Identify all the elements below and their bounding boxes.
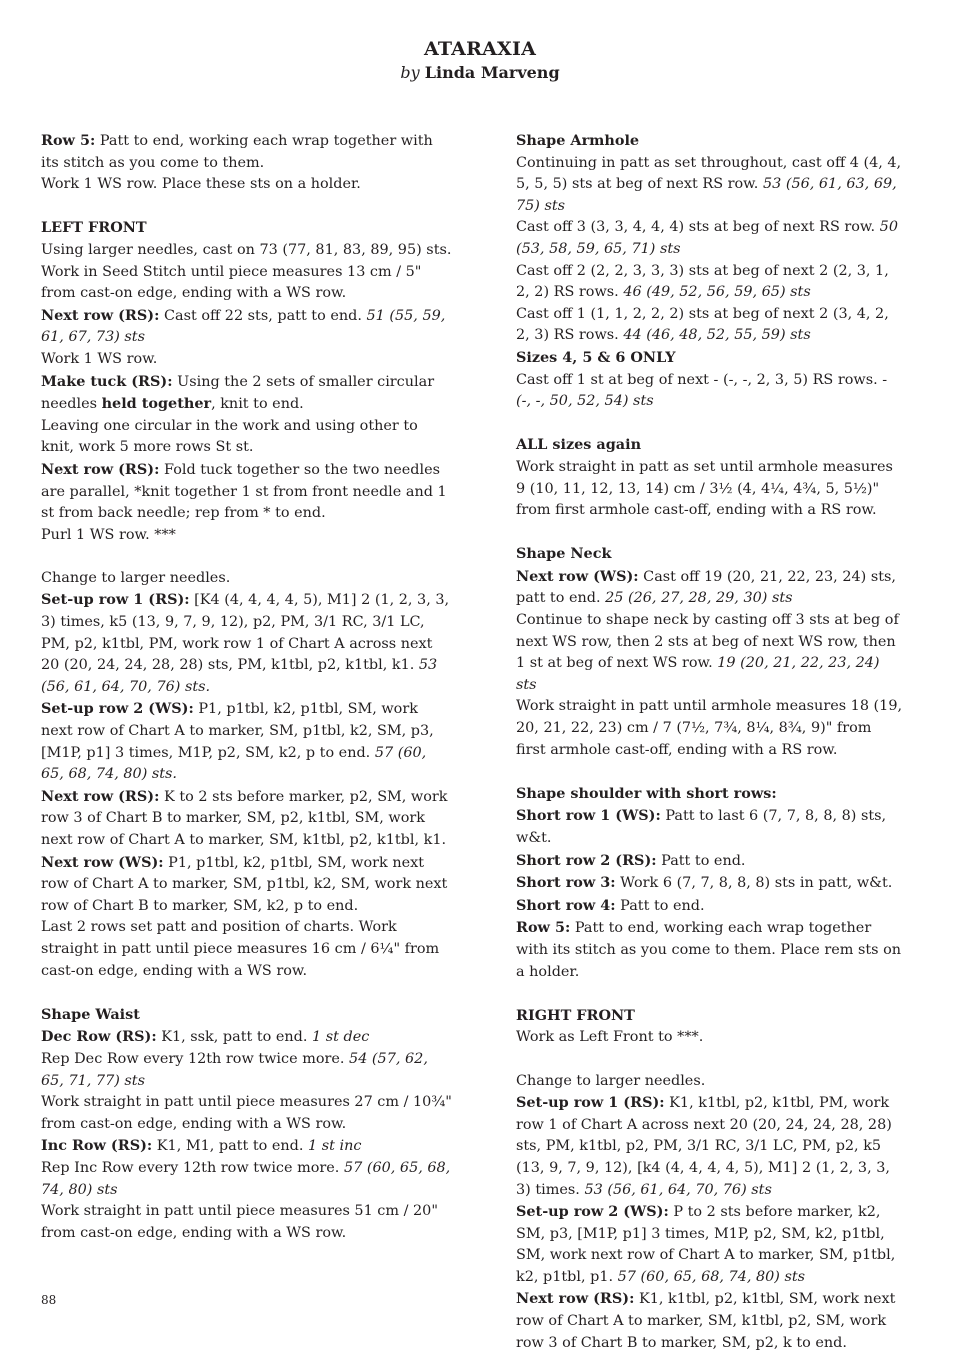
row-label: Next row (RS): [41, 460, 160, 478]
stitch-count: 19 (20, 21, 22, 23, 24) sts [516, 655, 880, 693]
instruction: Work as Left Front to ***. [516, 1029, 704, 1046]
stitch-count: 54 (57, 62, 65, 71, 77) sts [41, 1050, 428, 1089]
instruction [516, 872, 904, 895]
instruction: Change to larger needles. [41, 569, 231, 586]
row-text: Patt to end. [656, 852, 746, 869]
row-text: K1, k1tbl, p2, k1tbl, SM, work next row of Chart A to marker, SM, k1tbl, p2, SM, work row 3 of Chart B to marker, SM, p2, k to end. [516, 1291, 896, 1351]
heading-text: ALL sizes again [516, 436, 642, 454]
row-text: Cast off 1 (1, 1, 2, 2, 2) sts at beg of next 2 (3, 4, 2, 2, 3) RS rows. [516, 305, 889, 344]
row-label: Inc Row (RS): [41, 1137, 153, 1155]
row-text: Using the 2 sets of smaller circular needles [41, 373, 435, 413]
row-text: Patt to end. [615, 897, 705, 914]
row-label: Set-up row 2 (WS): [516, 1203, 669, 1221]
instruction [41, 1135, 453, 1158]
section-heading-all-sizes [516, 434, 904, 457]
stitch-count: 51 (55, 59, 61, 67, 73) sts [41, 307, 446, 346]
instruction [516, 805, 904, 849]
heading-text: Shape Armhole [516, 132, 640, 149]
section-heading-shape-armhole [516, 130, 904, 153]
right-column [516, 130, 904, 1354]
instruction [41, 589, 453, 698]
sizes-label [516, 347, 904, 370]
row-text: Continue to shape neck by casting off 3 sts at beg of next WS row, then 2 sts at beg of next WS row, then 1 st at beg of next WS row. [516, 612, 899, 672]
row-label: Short row 4: [516, 896, 616, 914]
row-text: Cast off 22 sts, patt to end. [159, 307, 367, 324]
row-text: Cast off 3 (3, 3, 4, 4, 4) sts at beg of next RS row. [516, 219, 880, 236]
instruction: Work 1 WS row. [41, 350, 158, 367]
section-heading-shape-neck [516, 543, 904, 566]
instruction [41, 371, 453, 416]
row-text: Fold tuck together so the two needles are parallel, *knit together 1 st from front needle and 1 st from back needle; rep from * to end. [41, 461, 447, 522]
instruction [41, 852, 453, 918]
stitch-count: 57 (60, 65, 68, 74, 80) sts [41, 1159, 451, 1198]
row-text: Patt to end, working each wrap together with its stitch as you come to them. Place rem sts on a holder. [516, 920, 902, 980]
instruction: Last 2 rows set patt and position of charts. Work straight in patt until piece measures 16 cm / 6¼" from cast-on edge, ending with a WS row. [41, 919, 440, 979]
stitch-count: 1 st inc [308, 1138, 362, 1155]
row-text: K to 2 sts before marker, p2, SM, work row 3 of Chart B to marker, SM, p2, k1tbl, SM, work next row of Chart A to marker, SM, k1tbl, p2, k1tbl, k1. [41, 788, 448, 848]
instruction [516, 566, 904, 610]
row-label: Next row (WS): [41, 853, 164, 871]
section-heading-shape-shoulder [516, 783, 904, 806]
byline [0, 62, 960, 84]
row-label: Short row 3: [516, 874, 616, 892]
row-text: Continuing in patt as set throughout, cast off 4 (4, 4, 5, 5, 5) sts at beg of next RS row. [516, 154, 902, 193]
instruction [516, 1288, 904, 1354]
row-text: Patt to end, working each wrap together with its stitch as you come to them. [41, 133, 433, 171]
instruction [41, 459, 453, 525]
row-text: Cast off 19 (20, 21, 22, 23, 24) sts, patt to end. [516, 568, 896, 607]
row-label: Set-up row 1 (RS): [41, 591, 190, 609]
instruction [516, 304, 904, 347]
row-label: Row 5: [41, 132, 96, 149]
row-label: Short row 2 (RS): [516, 851, 657, 869]
section-heading-shape-waist [41, 1004, 453, 1027]
heading-text: Shape Neck [516, 545, 612, 563]
row-text: Rep Inc Row every 12th row twice more. [41, 1159, 344, 1176]
row-label: Set-up row 1 (RS): [516, 1094, 665, 1112]
instruction [41, 130, 453, 174]
row-text: K1, M1, patt to end. [152, 1138, 308, 1155]
instruction [516, 895, 904, 918]
instruction [516, 217, 904, 260]
row-label: Next row (RS): [516, 1290, 635, 1308]
page-header [0, 36, 960, 84]
left-column [41, 130, 453, 1244]
instruction [41, 1049, 453, 1092]
stitch-count: 50 (53, 58, 59, 65, 71) sts [516, 219, 898, 257]
instruction [516, 153, 904, 218]
row-label: Next row (RS): [41, 306, 160, 324]
row-text: P1, p1tbl, k2, p1tbl, SM, work next row of Chart A to marker, SM, p1tbl, k2, SM, p3, [M1P, p1] 3 times, M1P, p2, SM, k2, p to end. [41, 701, 434, 761]
heading-text: Shape Waist [41, 1005, 140, 1023]
instruction: Work 1 WS row. Place these sts on a holder. [41, 176, 361, 193]
row-text: Rep Dec Row every 12th row twice more. [41, 1050, 350, 1067]
instruction: Leaving one circular in the work and using other to knit, work 5 more rows St st. [41, 417, 418, 456]
heading-text: RIGHT FRONT [516, 1006, 635, 1024]
instruction: Change to larger needles. [516, 1072, 706, 1089]
instruction [516, 850, 904, 873]
stitch-count: 53 (56, 61, 64, 70, 76) sts [584, 1181, 772, 1198]
byline-by: by [400, 63, 420, 82]
instruction: Work straight in patt until piece measures 27 cm / 10¾" from cast-on edge, ending with a WS row. [41, 1094, 452, 1132]
stitch-count: 46 (49, 52, 56, 59, 65) sts [623, 284, 811, 301]
instruction: Using larger needles, cast on 73 (77, 81, 83, 89, 95) sts. [41, 241, 452, 258]
row-label: Short row 1 (WS): [516, 807, 661, 825]
instruction: Work straight in patt as set until armhole measures 9 (10, 11, 12, 13, 14) cm / 3½ (4, 4¼, 4¾, 5, 5½)" from first armhole cast-off, ending with a RS row. [516, 458, 893, 519]
row-text: P to 2 sts before marker, k2, SM, p3, [M1P, p1] 3 times, M1P, p2, SM, k2, p1tbl, SM, work next row of Chart A to marker, SM, p1tbl, k2, p1tbl, p1. [516, 1204, 896, 1285]
instruction [516, 1201, 904, 1288]
instruction [41, 1026, 453, 1049]
instruction [41, 305, 453, 349]
row-label: Row 5: [516, 919, 571, 937]
instruction [41, 786, 453, 852]
instruction: Purl 1 WS row. *** [41, 526, 176, 543]
instruction: Work straight in patt until piece measures 51 cm / 20" from cast-on edge, ending with a WS row. [41, 1203, 438, 1241]
row-label: Set-up row 2 (WS): [41, 700, 194, 718]
instruction [516, 917, 904, 983]
row-text: , knit to end. [211, 396, 304, 413]
row-text: Cast off 2 (2, 2, 3, 3, 3) sts at beg of next 2 (2, 3, 1, 2, 2) RS rows. [516, 262, 889, 301]
instruction [516, 370, 904, 413]
row-label: Next row (WS): [516, 567, 639, 585]
author-name: Linda Marveng [424, 63, 560, 82]
pattern-title: ATARAXIA [423, 38, 537, 60]
row-text: Cast off 1 st at beg of next - (-, -, 2, 3, 5) RS rows. - [516, 371, 888, 388]
instruction: Work straight in patt until armhole measures 18 (19, 20, 21, 22, 23) cm / 7 (7½, 7¾, 8¼, 8¾, 9)" from first armhole cast-off, ending with a RS row. [516, 698, 903, 758]
instruction [516, 1092, 904, 1201]
row-label: Make tuck (RS): [41, 372, 173, 390]
instruction: Work in Seed Stitch until piece measures 13 cm / 5" from cast-on edge, ending with a WS row. [41, 263, 422, 302]
row-text: K1, ssk, patt to end. [156, 1029, 313, 1046]
stitch-count: 53 (56, 61, 64, 70, 76) sts. [41, 657, 438, 695]
row-text: Work 6 (7, 7, 8, 8, 8) sts in patt, w&t. [615, 875, 893, 892]
row-text: Patt to last 6 (7, 7, 8, 8, 8) sts, w&t. [516, 808, 887, 846]
instruction [41, 698, 453, 785]
row-text: K1, k1tbl, p2, k1tbl, PM, work row 1 of Chart A across next 20 (20, 24, 24, 28, 28) sts, PM, k1tbl, p2, PM, 3/1 RC, 3/1 LC, PM, p2, k5 (13, 9, 7, 9, 12), [k4 (4, 4, 4, 4, 5), M1] 2 (1, 2, 3, 3, 3) times. [516, 1095, 892, 1198]
section-heading-left-front [41, 217, 453, 240]
emphasis: held together [101, 395, 212, 413]
section-heading-right-front [516, 1005, 904, 1028]
stitch-count: 57 (60, 65, 68, 74, 80) sts [617, 1268, 806, 1285]
instruction [516, 261, 904, 304]
page-number: 88 [41, 1293, 57, 1307]
instruction [516, 610, 904, 696]
stitch-count: 53 (56, 61, 63, 69, 75) sts [516, 176, 897, 214]
row-label: Next row (RS): [41, 787, 160, 805]
stitch-count: 25 (26, 27, 28, 29, 30) sts [605, 590, 793, 607]
heading-text: Sizes 4, 5 & 6 ONLY [516, 348, 676, 366]
stitch-count: 1 st dec [312, 1029, 370, 1046]
stitch-count: (-, -, 50, 52, 54) sts [516, 393, 654, 410]
stitch-count: 57 (60, 65, 68, 74, 80) sts. [41, 744, 427, 783]
row-text: P1, p1tbl, k2, p1tbl, SM, work next row of Chart A to marker, SM, p1tbl, k2, SM, work next row of Chart B to marker, SM, k2, p to end. [41, 854, 448, 914]
heading-text: LEFT FRONT [41, 219, 147, 237]
instruction [41, 1158, 453, 1201]
heading-text: Shape shoulder with short rows: [516, 784, 777, 802]
row-text: [K4 (4, 4, 4, 4, 5), M1] 2 (1, 2, 3, 3, 3) times, k5 (13, 9, 7, 9, 12), p2, PM, 3/1 RC, 3/1 LC, PM, p2, k1tbl, PM, work row 1 of Chart A across next 20 (20, 24, 24, 28, 28) sts, PM, k1tbl, p2, k1tbl, k1. [41, 592, 450, 674]
row-label: Dec Row (RS): [41, 1028, 157, 1046]
stitch-count: 44 (46, 48, 52, 55, 59) sts [623, 327, 811, 344]
